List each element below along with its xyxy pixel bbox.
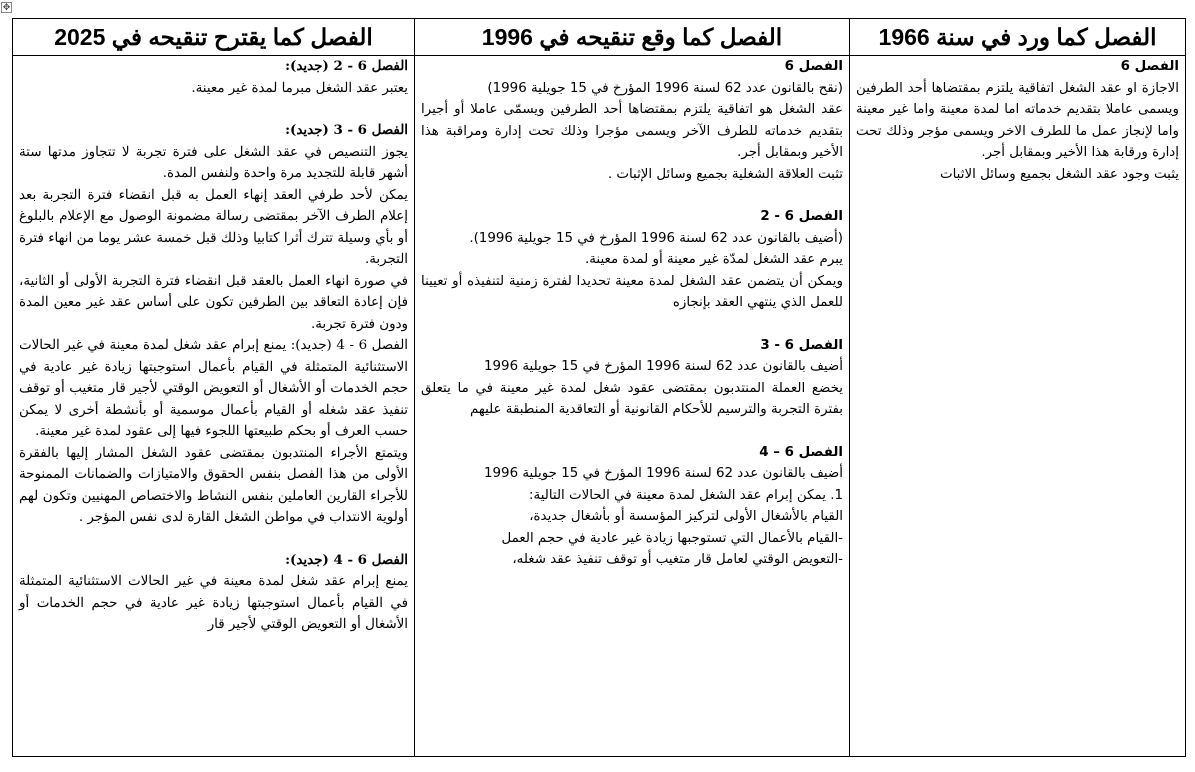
article-title: الفصل 6 bbox=[784, 59, 843, 74]
paragraph: -القيام بالأعمال التي تستوجبها زيادة غير عادية في حجم العمل bbox=[501, 530, 843, 546]
paragraph: 1. يمكن إبرام عقد الشغل لمدة معينة في الحالات التالية: bbox=[529, 487, 843, 503]
article-title: الفصل 6 - 2 (جديد): bbox=[285, 58, 408, 74]
comparison-table bbox=[12, 18, 1186, 757]
header-1966: الفصل كما ورد في سنة 1966 bbox=[850, 19, 1186, 56]
header-1996: الفصل كما وقع تنقيحه في 1996 bbox=[415, 19, 850, 56]
table-move-handle-icon[interactable]: ✥ bbox=[2, 3, 11, 13]
paragraph: يخضع العملة المنتدبون بمقتضى عقود شغل لمدة غير معينة في ما يتعلق بفترة التجربة والترسيم للأحكام القانونية أو التعاقدية المنطبقة عليهم bbox=[421, 380, 843, 417]
paragraph: الاجازة او عقد الشغل اتفاقية يلتزم بمقتضاها أحد الطرفين ويسمى عاملا بتقديم خدماته اما لمدة معينة واما غير معينة واما لإنجاز عمل ما للطرف الاخر ويسمى مؤجر وذلك تحت إدارة ورقابة هذا الأخير وبمقابل أجر. bbox=[856, 80, 1179, 160]
paragraph: تثبت العلاقة الشغلية بجميع وسائل الإثبات . bbox=[607, 166, 843, 182]
paragraph: الفصل 6 - 4 (جديد): يمنع إبرام عقد شغل لمدة معينة في غير الحالات الاستثنائية المتمثلة في القيام بأعمال استوجبتها زيادة غير عادية في حجم الخدمات أو الأشغال أو التعويض الوقتي لأجير قار متغيب أو توقف تنفيذ عقد شغله أو القيام بأعمال موسمية أو بأنشطة أخرى لا يمكن حسب العرف أو بحكم طبيعتها اللجوء فيها إلى عقود لمدة غير معينة. bbox=[19, 338, 408, 439]
paragraph: عقد الشغل هو اتفاقية يلتزم بمقتضاها أحد الطرفين ويسمّى عاملا أو أجيرا بتقديم خدماته للطرف الآخر ويسمى مؤجرا وذلك تحت إدارة ومراقبة هذا الأخير وبمقابل أجر. bbox=[421, 102, 843, 160]
amendment-note: (نقح بالقانون عدد 62 لسنة 1996 المؤرخ في 15 جويلية 1996) bbox=[487, 80, 843, 96]
column-1966 bbox=[850, 56, 1186, 757]
article-title: الفصل 6 - 3 bbox=[760, 337, 843, 353]
paragraph: يبرم عقد الشغل لمدّة غير معينة أو لمدة معينة. bbox=[584, 252, 843, 267]
paragraph: يجوز التنصيص في عقد الشغل على فترة تجربة لا تتجاوز مدتها ستة أشهر قابلة للتجديد مرة واحدة ولنفس المدة. bbox=[19, 144, 408, 181]
column-1996 bbox=[415, 56, 850, 757]
header-2025: الفصل كما يقترح تنقيحه في 2025 bbox=[13, 19, 415, 56]
amendment-note: (أضيف بالقانون عدد 62 لسنة 1996 المؤرخ في 15 جويلية 1996). bbox=[469, 230, 843, 246]
paragraph: -التعويض الوقتي لعامل قار متغيب أو توقف تنفيذ عقد شغله، bbox=[512, 552, 843, 567]
content-row bbox=[13, 56, 1186, 757]
paragraph: يمنع إبرام عقد شغل لمدة معينة في غير الحالات الاستثنائية المتمثلة في القيام بأعمال استوجبتها زيادة غير عادية في حجم الخدمات أو الأشغال أو التعويض الوقتي لأجير قار bbox=[19, 574, 408, 632]
article-title: الفصل 6 - 4 (جديد): bbox=[285, 551, 408, 568]
header-row bbox=[13, 19, 1186, 56]
article-title: الفصل 6 bbox=[1120, 59, 1179, 74]
amendment-note: أضيف بالقانون عدد 62 لسنة 1996 المؤرخ في 15 جويلية 1996 bbox=[484, 466, 843, 481]
article-title: الفصل 6 - 2 bbox=[760, 209, 843, 224]
paragraph: يمكن لأحد طرفي العقد إنهاء العمل به قبل انقضاء فترة التجربة بعد إعلام الطرف الآخر بمقتضى رسالة مضمونة الوصول مع الإعلام بالبلوغ أو بأي وسيلة تترك أثرا كتابيا وذلك قبل خمسة عشر يوما من انهاء فترة التجربة. bbox=[19, 187, 408, 267]
paragraph: في صورة انهاء العمل بالعقد قبل انقضاء فترة التجربة الأولى أو الثانية، فإن إعادة التعاقد بين الطرفين تكون على أساس عقد غير معين المدة ودون فترة تجربة. bbox=[19, 273, 408, 332]
amendment-note: أضيف بالقانون عدد 62 لسنة 1996 المؤرخ في 15 جويلية 1996 bbox=[484, 359, 843, 374]
article-title: الفصل 6 – 4 bbox=[759, 444, 843, 460]
paragraph: ويتمتع الأجراء المنتدبون بمقتضى عقود الشغل المشار إليها بالفقرة الأولى من هذا الفصل بنفس الحقوق والامتيازات والضمانات الممنوحة للأجراء القارين العاملين بنفس النشاط والاختصاص المهنيين وتكون لهم أولوية الانتداب في مواطن الشغل القارة لدى نفس المؤجر . bbox=[19, 445, 408, 525]
paragraph: يثبت وجود عقد الشغل بجميع وسائل الاثبات bbox=[940, 166, 1179, 182]
paragraph: ويمكن أن يتضمن عقد الشغل لمدة معينة تحديدا لفترة زمنية لتنفيذه أو تعيينا للعمل الذي ينتهي العقد بإنجازه bbox=[421, 273, 843, 310]
paragraph: يعتبر عقد الشغل مبرما لمدة غير معينة. bbox=[191, 80, 408, 96]
paragraph: القيام بالأشغال الأولى لتركيز المؤسسة أو بأشغال جديدة، bbox=[529, 509, 843, 524]
column-2025 bbox=[13, 56, 415, 757]
article-title: الفصل 6 - 3 (جديد): bbox=[285, 122, 408, 138]
